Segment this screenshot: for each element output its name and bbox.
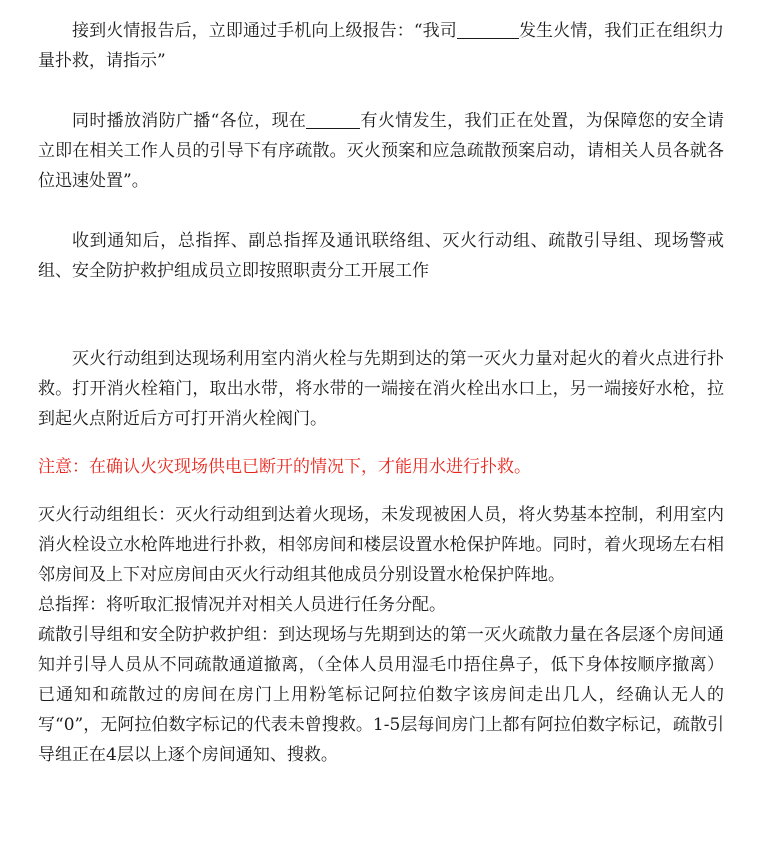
document-page xyxy=(38,16,724,770)
paragraph-notification-received: 收到通知后，总指挥、副总指挥及通讯联络组、灭火行动组、疏散引导组、现场警戒组、安全防护救护组成员立即按照职责分工开展工作 xyxy=(38,231,724,281)
fill-in-blank-company xyxy=(457,18,519,39)
report-text-after-blank: 发生火情，我们正在组织力量扑救，请指示” xyxy=(38,21,724,71)
paragraph-gap xyxy=(38,434,724,452)
paragraph-fire-broadcast xyxy=(38,106,724,196)
paragraph-commander: 总指挥：将听取汇报情况并对相关人员进行任务分配。 xyxy=(38,595,446,615)
warning-notice: 注意：在确认火灾现场供电已断开的情况下，才能用水进行扑救。 xyxy=(38,457,531,477)
paragraph-gap xyxy=(38,286,724,344)
fill-in-blank-location xyxy=(306,108,360,129)
paragraph-gap xyxy=(38,482,724,500)
report-text-before-blank: 接到火情报告后，立即通过手机向上级报告：“我司 xyxy=(72,21,457,41)
paragraph-evacuation-team: 疏散引导组和安全防护救护组：到达现场与先期到达的第一灭火疏散力量在各层逐个房间通知并引导人员从不同疏散通道撤离，（全体人员用湿毛巾捂住鼻子，低下身体按顺序撤离）已通知和疏散过的房间在房门上用粉笔标记阿拉伯数字该房间走出几人，经确认无人的写“0”，无阿拉伯数字标记的代表未曾搜救。1-5层每间房门上都有阿拉伯数字标记，疏散引导组正在4层以上逐个房间通知、搜救。 xyxy=(38,625,724,765)
paragraph-gap xyxy=(38,76,724,106)
paragraph-team-leader-report: 灭火行动组组长：灭火行动组到达着火现场，未发现被困人员，将火势基本控制，利用室内消火栓设立水枪阵地进行扑救，相邻房间和楼层设置水枪保护阵地。同时，着火现场左右相邻房间及上下对应房间由灭火行动组其他成员分别设置水枪保护阵地。 xyxy=(38,505,724,585)
broadcast-text-after-blank: 有火情发生，我们正在处置，为保障您的安全请立即在相关工作人员的引导下有序疏散。灭火预案和应急疏散预案启动，请相关人员各就各位迅速处置”。 xyxy=(38,111,724,191)
paragraph-report-to-superior xyxy=(38,16,724,76)
broadcast-text-before-blank: 同时播放消防广播“各位，现在 xyxy=(72,111,307,131)
paragraph-gap xyxy=(38,196,724,226)
paragraph-firefighting-team: 灭火行动组到达现场利用室内消火栓与先期到达的第一灭火力量对起火的着火点进行扑救。打开消火栓箱门，取出水带，将水带的一端接在消火栓出水口上，另一端接好水枪，拉到起火点附近后方可打开消火栓阀门。 xyxy=(38,349,724,429)
